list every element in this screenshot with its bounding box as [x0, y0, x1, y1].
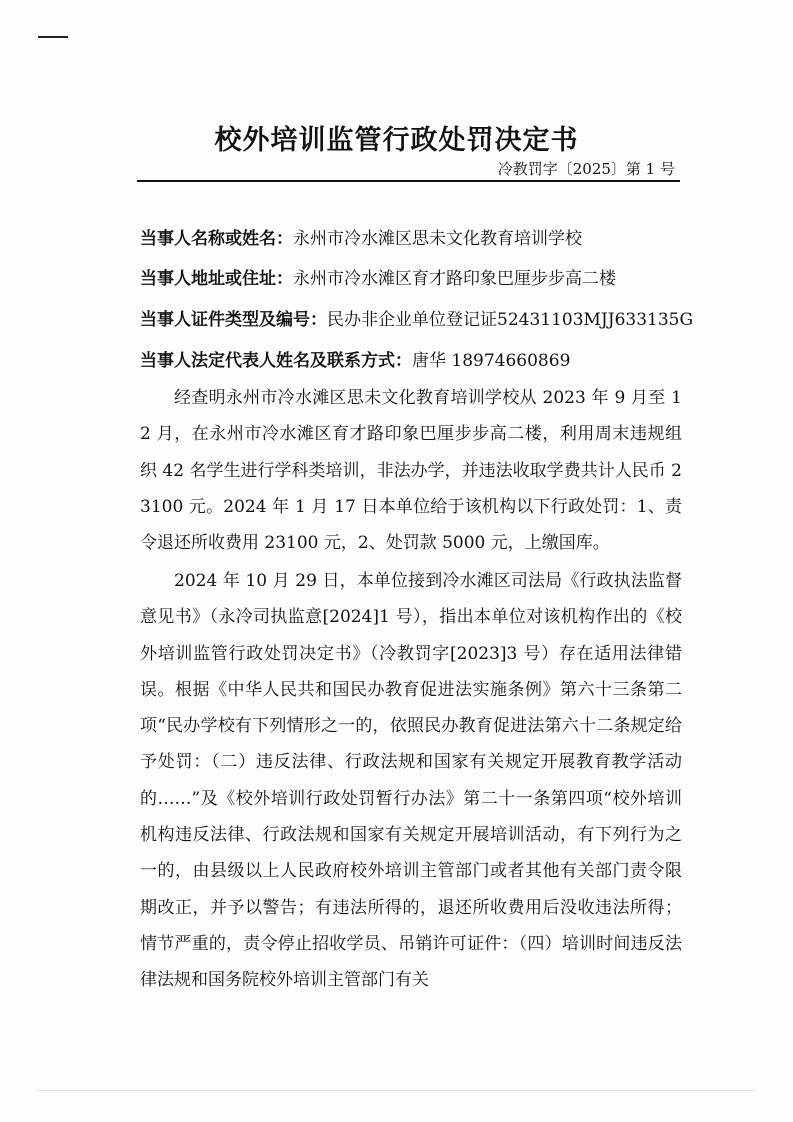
party-address-label: 当事人地址或住址：: [140, 269, 293, 289]
party-representative-label: 当事人法定代表人姓名及联系方式：: [140, 351, 412, 371]
header-divider: [137, 180, 680, 182]
party-name-label: 当事人名称或姓名：: [140, 229, 293, 249]
party-name-line: [140, 224, 700, 249]
party-address-line: [140, 264, 700, 289]
document-title: 校外培训监管行政处罚决定书: [214, 125, 579, 156]
scan-mark: [38, 36, 68, 38]
document-number: 冷教罚字〔2025〕第 1 号: [497, 160, 675, 178]
party-representative-line: [140, 346, 700, 371]
body-paragraph-legal-basis: 2024 年 10 月 29 日，本单位接到冷水滩区司法局《行政执法监督意见书》（永冷司执监意[2024]1 号），指出本单位对该机构作出的《校外培训监管行政处罚决定书》（冷教罚字[2023]3 号）存在适用法律错误。根据《中华人民共和国民办教育促进法实施条例》第六十三条第二项“民办学校有下列情形之一的，依照民办教育促进法第六十二条规定给予处罚：（二）违反法律、行政法规和国家有关规定开展教育教学活动的……”及《校外培训行政处罚暂行办法》第二十一条第四项“校外培训机构违反法律、行政法规和国家有关规定开展培训活动，有下列行为之一的，由县级以上人民政府校外培训主管部门或者其他有关部门责令限期改正，并予以警告；有违法所得的，退还所收费用后没收违法所得；情节严重的，责令停止招收学员、吊销许可证件：（四）培训时间违反法律法规和国务院校外培训主管部门有关: [140, 571, 682, 991]
party-name-value: 永州市冷水滩区思未文化教育培训学校: [293, 229, 582, 249]
party-representative-value: 唐华 18974660869: [412, 351, 571, 371]
page-bottom-edge: [36, 1090, 756, 1091]
party-address-value: 永州市冷水滩区育才路印象巴厘步步高二楼: [293, 269, 616, 289]
party-id-label: 当事人证件类型及编号：: [140, 310, 327, 330]
party-id-value: 民办非企业单位登记证52431103MJJ633135G: [327, 310, 694, 330]
party-id-line: [140, 305, 700, 330]
body-paragraph-facts: 经查明永州市冷水滩区思未文化教育培训学校从 2023 年 9 月至 12 月，在永州市冷水滩区育才路印象巴厘步步高二楼，利用周末违规组织 42 名学生进行学科类培训，非法办学，并违法收取学费共计人民币 23100 元。2024 年 1 月 17 日本单位给于该机构以下行政处罚：1、责令退还所收费用 23100 元，2、处罚款 5000 元，上缴国库。: [140, 388, 682, 554]
